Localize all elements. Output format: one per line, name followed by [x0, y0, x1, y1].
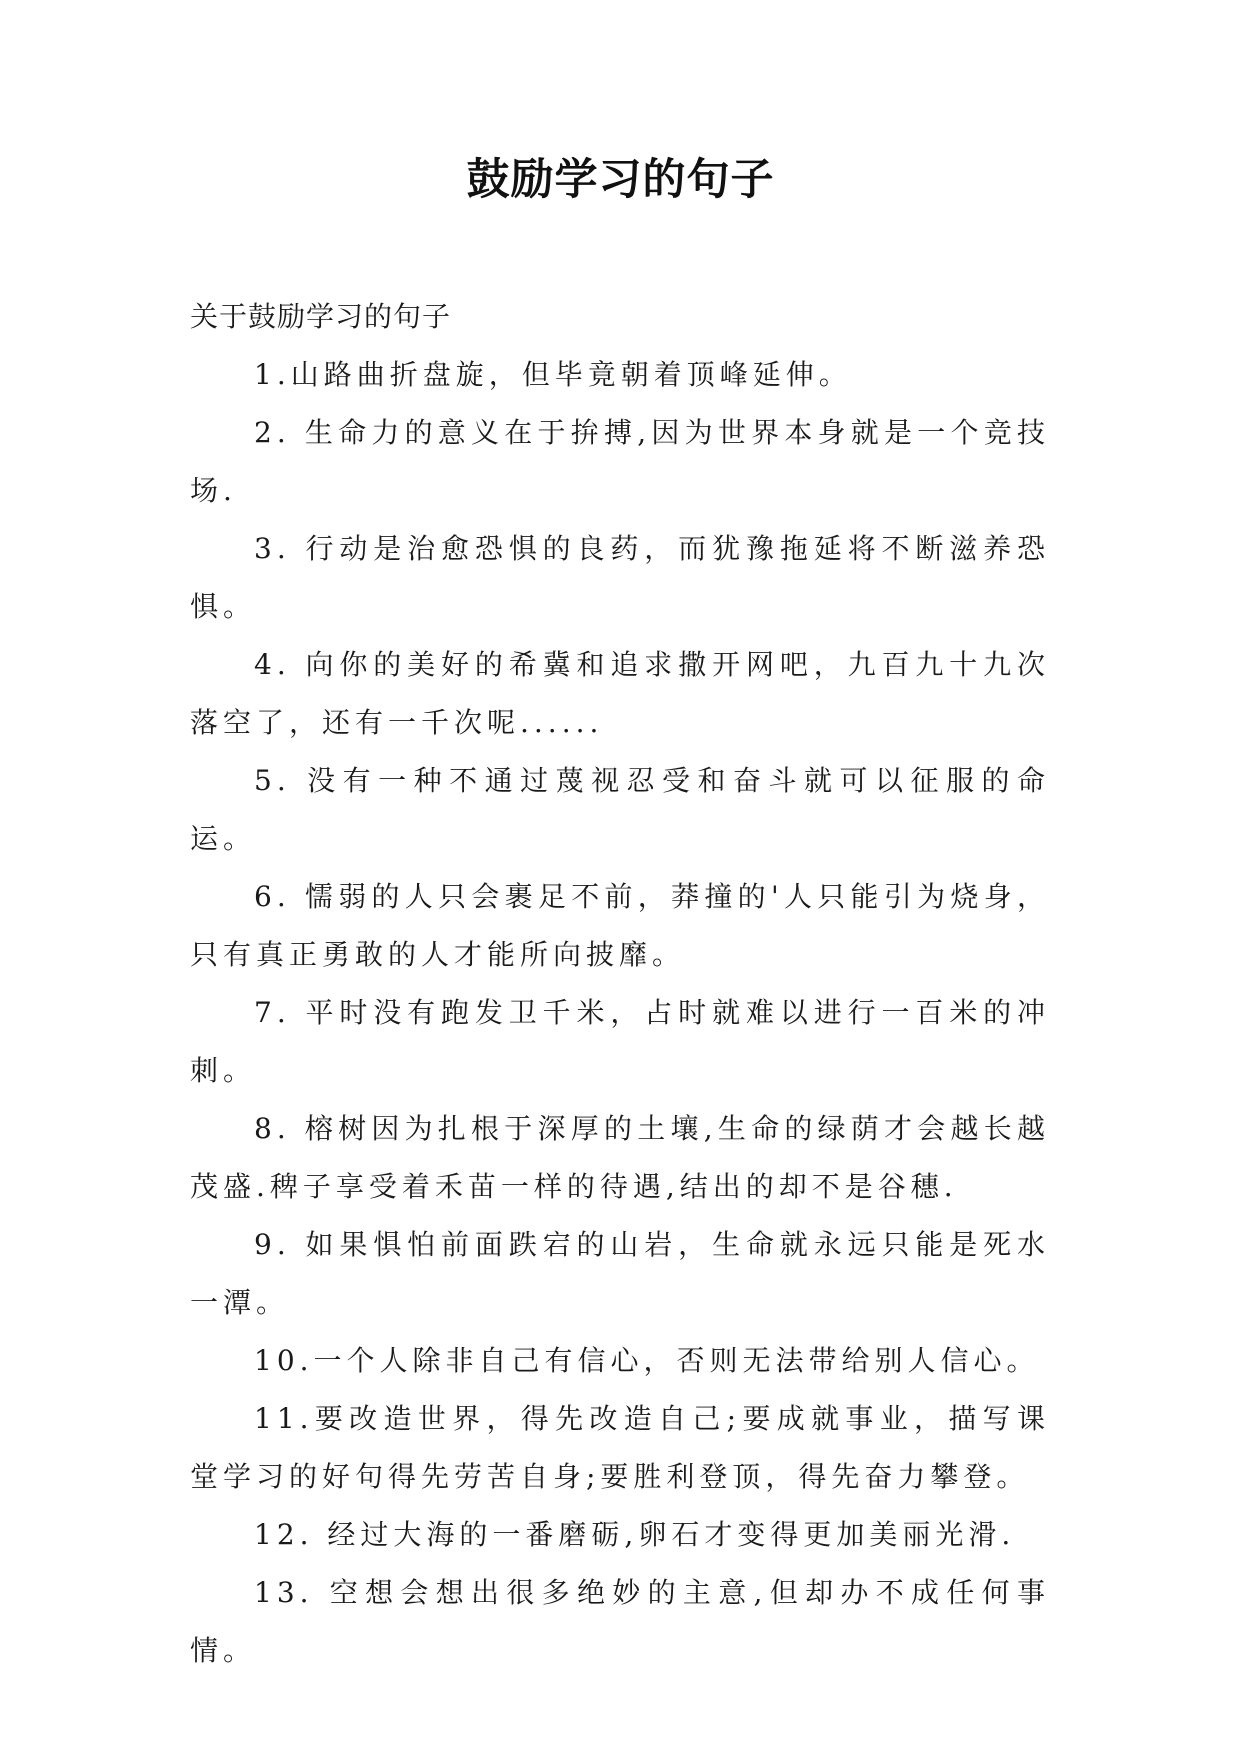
list-item: 6. 懦弱的人只会裹足不前，莽撞的'人只能引为烧身，只有真正勇敢的人才能所向披靡。 [190, 880, 1050, 971]
list-item: 11.要改造世界，得先改造自己;要成就事业，描写课堂学习的好句得先劳苦自身;要胜利登顶，得先奋力攀登。 [190, 1402, 1050, 1493]
list-item: 5. 没有一种不通过蔑视忍受和奋斗就可以征服的命运。 [190, 764, 1050, 855]
page-title: 鼓励学习的句子 [466, 155, 775, 205]
list-item: 13. 空想会想出很多绝妙的主意,但却办不成任何事情。 [190, 1576, 1050, 1667]
list-item: 3. 行动是治愈恐惧的良药，而犹豫拖延将不断滋养恐惧。 [190, 532, 1050, 623]
list-item: 7. 平时没有跑发卫千米，占时就难以进行一百米的冲刺。 [190, 996, 1050, 1087]
document-body [190, 288, 1050, 1680]
list-item: 10.一个人除非自己有信心，否则无法带给别人信心。 [254, 1344, 1040, 1377]
list-item: 1.山路曲折盘旋，但毕竟朝着顶峰延伸。 [254, 358, 852, 391]
list-item: 4. 向你的美好的希冀和追求撒开网吧，九百九十九次落空了，还有一千次呢...... [190, 648, 1050, 739]
list-item: 9. 如果惧怕前面跌宕的山岩，生命就永远只能是死水一潭。 [190, 1228, 1050, 1319]
list-item: 2. 生命力的意义在于拚搏,因为世界本身就是一个竞技场. [190, 416, 1050, 507]
list-item: 8. 榕树因为扎根于深厚的土壤,生命的绿荫才会越长越茂盛.稗子享受着禾苗一样的待遇,结出的却不是谷穗. [190, 1112, 1050, 1203]
intro-line: 关于鼓励学习的句子 [190, 300, 452, 333]
list-item: 12. 经过大海的一番磨砺,卵石才变得更加美丽光滑. [254, 1518, 1016, 1551]
